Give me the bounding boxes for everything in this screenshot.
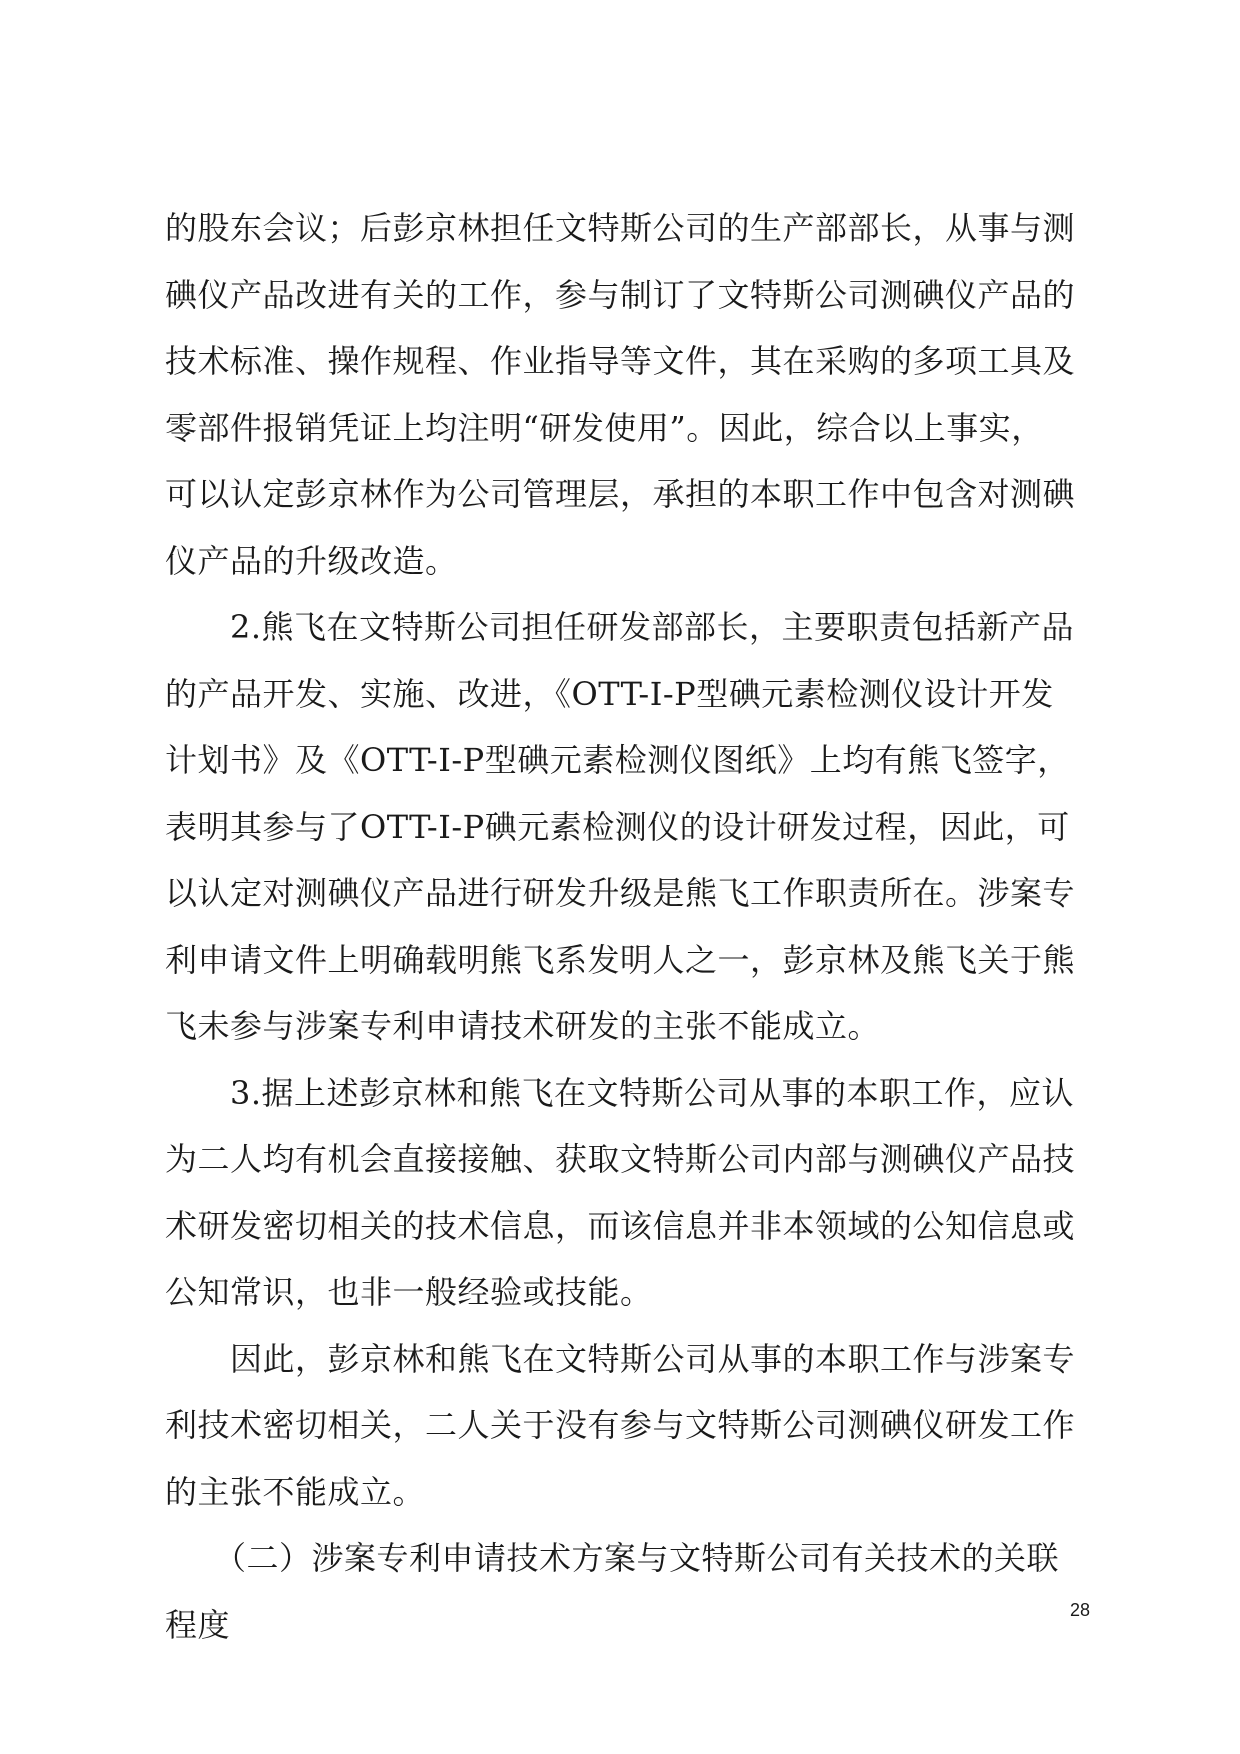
body-text xyxy=(165,195,1085,1658)
text-line: 利申请文件上明确载明熊飞系发明人之一，彭京林及熊飞关于熊 xyxy=(165,940,1076,979)
text-line: 零部件报销凭证上均注明“研发使用”。因此，综合以上事实， xyxy=(165,408,1044,447)
text-line: 公知常识，也非一般经验或技能。 xyxy=(165,1273,653,1311)
text-line: 的主张不能成立。 xyxy=(165,1472,426,1511)
text-line: 技术标准、操作规程、作业指导等文件，其在采购的多项工具及 xyxy=(165,342,1076,380)
text-line: 表明其参与了OTT-I-P碘元素检测仪的设计研发过程，因此，可 xyxy=(165,807,1070,846)
text-line: （二）涉案专利申请技术方案与文特斯公司有关技术的关联 xyxy=(165,1539,1060,1577)
text-line: 计划书》及《OTT-I-P型碘元素检测仪图纸》上均有熊飞签字， xyxy=(165,741,1070,779)
text-line: 的产品开发、实施、改进，《OTT-I-P型碘元素检测仪设计开发 xyxy=(165,674,1054,713)
text-line: 3.据上述彭京林和熊飞在文特斯公司从事的本职工作，应认 xyxy=(165,1073,1075,1112)
text-line: 飞未参与涉案专利申请技术研发的主张不能成立。 xyxy=(165,1007,881,1045)
page-number: 28 xyxy=(1069,1600,1090,1620)
text-line: 为二人均有机会直接接触、获取文特斯公司内部与测碘仪产品技 xyxy=(165,1140,1076,1178)
text-line: 可以认定彭京林作为公司管理层，承担的本职工作中包含对测碘 xyxy=(165,475,1076,513)
text-line: 仪产品的升级改造。 xyxy=(165,541,458,580)
text-line: 利技术密切相关，二人关于没有参与文特斯公司测碘仪研发工作 xyxy=(165,1406,1076,1444)
text-line: 程度 xyxy=(165,1605,231,1644)
text-line: 2.熊飞在文特斯公司担任研发部部长，主要职责包括新产品 xyxy=(165,608,1075,646)
text-line: 因此，彭京林和熊飞在文特斯公司从事的本职工作与涉案专 xyxy=(165,1339,1076,1378)
text-line: 术研发密切相关的技术信息，而该信息并非本领域的公知信息或 xyxy=(165,1206,1076,1245)
text-line: 以认定对测碘仪产品进行研发升级是熊飞工作职责所在。涉案专 xyxy=(165,874,1076,912)
text-line: 的股东会议；后彭京林担任文特斯公司的生产部部长，从事与测 xyxy=(165,209,1076,247)
text-line: 碘仪产品改进有关的工作，参与制订了文特斯公司测碘仪产品的 xyxy=(165,275,1076,314)
